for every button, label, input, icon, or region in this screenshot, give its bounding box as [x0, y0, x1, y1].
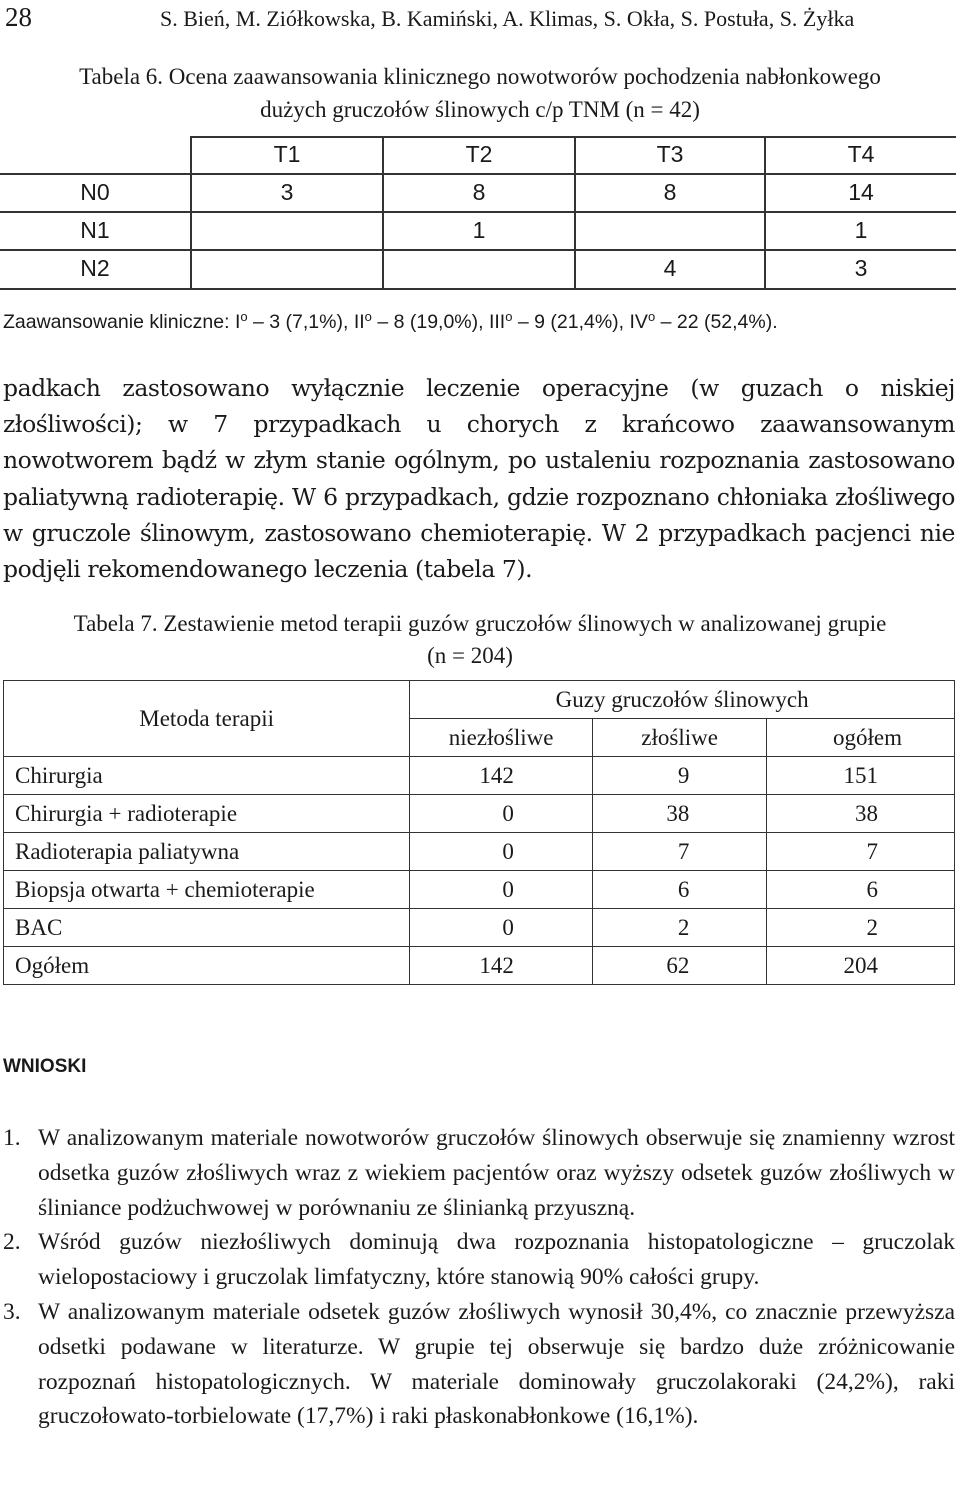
- table-row: [4, 833, 955, 871]
- table7-value: 2: [767, 909, 955, 947]
- table7-subheader: niezłośliwe: [410, 719, 593, 757]
- table7-value: 7: [767, 833, 955, 871]
- staging-prefix: Zaawansowanie kliniczne: I: [3, 311, 241, 333]
- table7-method: BAC: [4, 909, 410, 947]
- table6-cell: 1: [854, 217, 868, 243]
- table6-col-header: T3: [656, 141, 684, 167]
- staging-sup: o: [505, 309, 513, 324]
- table7-method: Chirurgia + radioterapie: [4, 795, 410, 833]
- table6-caption-line1: Tabela 6. Ocena zaawansowania klinicznego nowotworów pochodzenia nabłonkowego: [79, 64, 881, 89]
- list-item-number: 1.: [3, 1125, 21, 1151]
- list-item-text: W analizowanym materiale odsetek guzów złośliwych wynosił 30,4%, co znacznie przewyższa odsetki podawane w literaturze. W grupie tej obserwuje się bardzo duże zróżnicowanie rozpoznań histopatologicznych. W materiale dominowały gruczolakoraki (24,2%), raki gruczołowato-torbielowate (17,7%) i raki płaskonabłonkowe (16,1%).: [38, 1298, 955, 1430]
- table7-value: 9: [592, 757, 767, 795]
- table6-col-header: T1: [273, 141, 301, 167]
- table7-value: 204: [767, 947, 955, 985]
- table6-rule-top: [190, 136, 956, 138]
- table6-cell: 14: [848, 179, 874, 205]
- table7-method: Chirurgia: [4, 757, 410, 795]
- staging-sup: o: [240, 309, 248, 324]
- staging-sup: o: [364, 309, 372, 324]
- table7-value: 2: [592, 909, 767, 947]
- table6-rule: [0, 211, 956, 213]
- table7-value: 0: [410, 795, 593, 833]
- table7-value: 38: [767, 795, 955, 833]
- table6-cell: 8: [472, 179, 486, 205]
- table7-value: 0: [410, 833, 593, 871]
- table6-cell: 4: [663, 255, 677, 281]
- table6-cell: 3: [854, 255, 868, 281]
- table6-row-header: N0: [80, 179, 110, 205]
- table7-subheader: złośliwe: [592, 719, 767, 757]
- table7-value: 6: [592, 871, 767, 909]
- table6: [0, 135, 960, 295]
- table7-method: Biopsja otwarta + chemioterapie: [4, 871, 410, 909]
- table7-subheader: ogółem: [767, 719, 955, 757]
- table7-method: Radioterapia paliatywna: [4, 833, 410, 871]
- list-item: [3, 1225, 955, 1295]
- body-paragraph: [3, 370, 955, 587]
- table6-row-header: N2: [80, 255, 110, 281]
- list-item: [3, 1121, 955, 1225]
- running-head-authors: S. Bień, M. Ziółkowska, B. Kamiński, A. Klimas, S. Okła, S. Postuła, S. Żyłka: [160, 6, 855, 31]
- staging-value: – 9 (21,4%), IV: [512, 311, 648, 333]
- table7-group-header: Guzy gruczołów ślinowych: [410, 681, 955, 719]
- list-item-text: Wśród guzów niezłośliwych dominują dwa rozpoznania histopatologiczne – gruczolak wielopostaciowy i gruczolak limfatyczny, które stanowią 90% całości grupy.: [38, 1229, 955, 1291]
- table6-rule: [0, 173, 956, 175]
- staging-value: – 8 (19,0%), III: [371, 311, 506, 333]
- list-item-text: W analizowanym materiale nowotworów gruczołów ślinowych obserwuje się znamienny wzrost odsetka guzów złośliwych wraz z wiekiem pacjentów oraz wyższy odsetek guzów złośliwych w śliniance podżuchwowej w porównaniu ze ślinianką przyuszną.: [38, 1125, 955, 1221]
- table7-caption-line2: (n = 204): [427, 643, 513, 668]
- table6-cell: 3: [280, 179, 294, 205]
- table7-value: 142: [410, 947, 593, 985]
- table6-cell: 8: [663, 179, 677, 205]
- staging-value: – 22 (52,4%).: [655, 311, 778, 333]
- table6-cell: 1: [472, 217, 486, 243]
- table7-value: 6: [767, 871, 955, 909]
- list-item-number: 2.: [3, 1229, 21, 1256]
- table-row: [4, 909, 955, 947]
- staging-sup: o: [647, 309, 656, 324]
- table-row: [4, 757, 955, 795]
- table7-value: 151: [767, 757, 955, 795]
- table6-col-header: T4: [847, 141, 875, 167]
- table7-value: 0: [410, 871, 593, 909]
- staging-value: – 3 (7,1%), II: [247, 311, 365, 333]
- table6-rule: [0, 249, 956, 251]
- table7-method-header: Metoda terapii: [4, 681, 410, 757]
- table7-value: 0: [410, 909, 593, 947]
- section-heading: WNIOSKI: [3, 1056, 87, 1077]
- list-item-number: 3.: [3, 1298, 21, 1325]
- table6-row-header: N1: [80, 217, 110, 243]
- table7-value: 142: [410, 757, 593, 795]
- table6-staging-summary: [3, 311, 778, 334]
- table7-value: 7: [592, 833, 767, 871]
- table7: [3, 680, 955, 985]
- table7-value: 62: [592, 947, 767, 985]
- paragraph-text: padkach zastosowano wyłącznie leczenie operacyjne (w guzach o niskiej złośliwości); w 7 przypadkach u chorych z krańcowo zaawansowanym nowotworem bądź w złym stanie ogólnym, po ustaleniu rozpoznania zastosowano paliatywną radioterapię. W 6 przypadkach, gdzie rozpoznano chłoniaka złośliwego w gruczole ślinowym, zastosowano chemioterapię. W 2 przypadkach pacjenci nie podjęli rekomendowanego leczenia (tabela 7).: [3, 374, 955, 584]
- table-row: [4, 871, 955, 909]
- table6-caption-line2: dużych gruczołów ślinowych c/p TNM (n = 42): [260, 97, 700, 122]
- page-number: 28: [5, 2, 32, 32]
- table-row: [4, 947, 955, 985]
- conclusions-list: [3, 1121, 955, 1434]
- list-item: [3, 1295, 955, 1434]
- table6-col-header: T2: [465, 141, 493, 167]
- table7-method: Ogółem: [4, 947, 410, 985]
- table7-value: 38: [592, 795, 767, 833]
- table6-rule-bottom: [0, 288, 956, 290]
- table-row: [4, 795, 955, 833]
- table7-caption-line1: Tabela 7. Zestawienie metod terapii guzów gruczołów ślinowych w analizowanej grupie: [73, 611, 887, 636]
